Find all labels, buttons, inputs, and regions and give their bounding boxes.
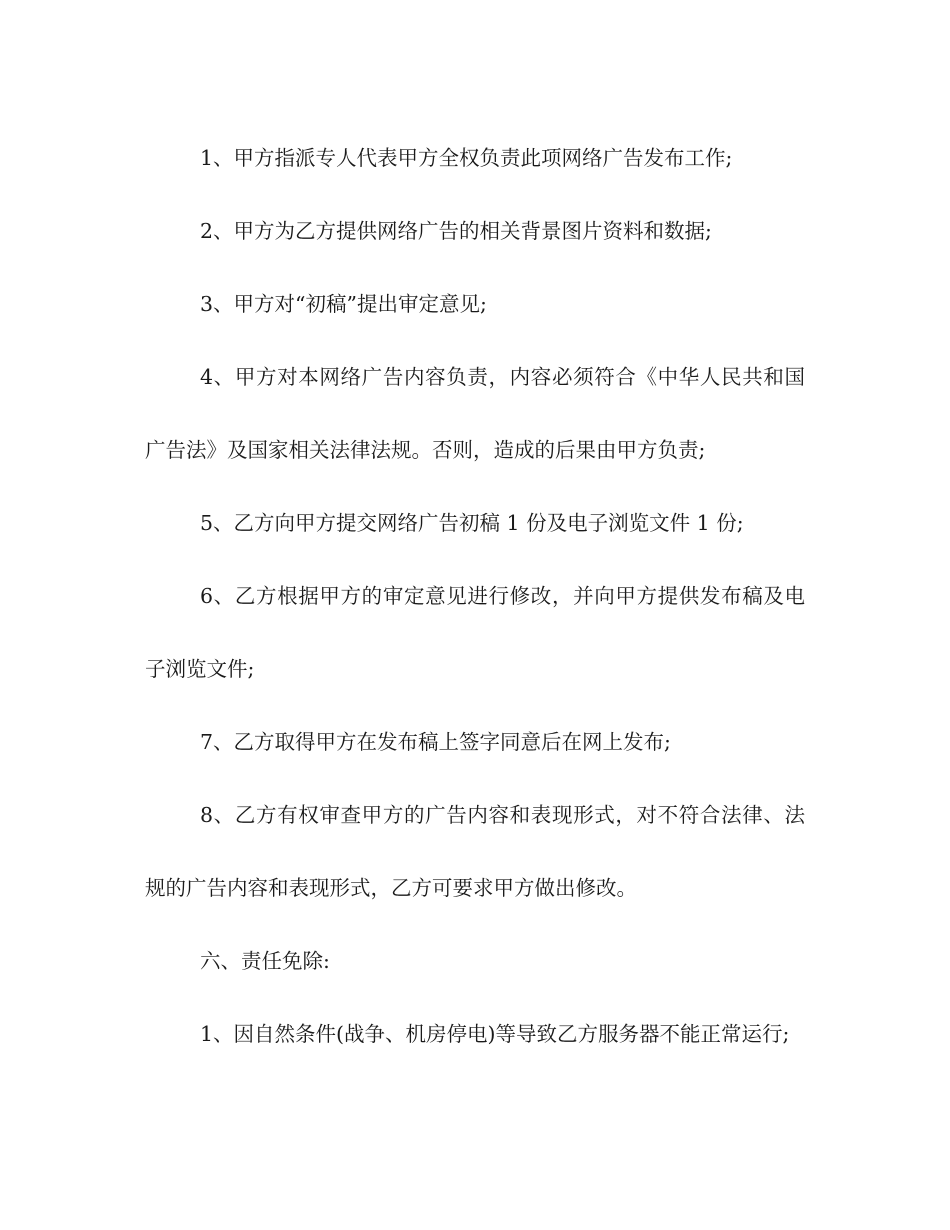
paragraph-5: 5、乙方向甲方提交网络广告初稿 1 份及电子浏览文件 1 份; [200,511,744,535]
paragraph-2: 2、甲方为乙方提供网络广告的相关背景图片资料和数据; [200,219,712,243]
section-heading-liability-exemption: 六、责任免除: [200,949,330,973]
paragraph-8: 8、乙方有权审查甲方的广告内容和表现形式，对不符合法律、法规的广告内容和表现形式，乙方可要求甲方做出修改。 [145,803,805,900]
paragraph-6: 6、乙方根据甲方的审定意见进行修改，并向甲方提供发布稿及电子浏览文件; [145,584,805,681]
document-body [145,122,805,1071]
paragraph-9: 1、因自然条件(战争、机房停电)等导致乙方服务器不能正常运行; [200,1022,790,1046]
paragraph-1: 1、甲方指派专人代表甲方全权负责此项网络广告发布工作; [200,146,733,170]
paragraph-4: 4、甲方对本网络广告内容负责，内容必须符合《中华人民共和国广告法》及国家相关法律法规。否则，造成的后果由甲方负责; [145,365,805,462]
paragraph-7: 7、乙方取得甲方在发布稿上签字同意后在网上发布; [200,730,671,754]
paragraph-3: 3、甲方对“初稿”提出审定意见; [200,292,487,316]
